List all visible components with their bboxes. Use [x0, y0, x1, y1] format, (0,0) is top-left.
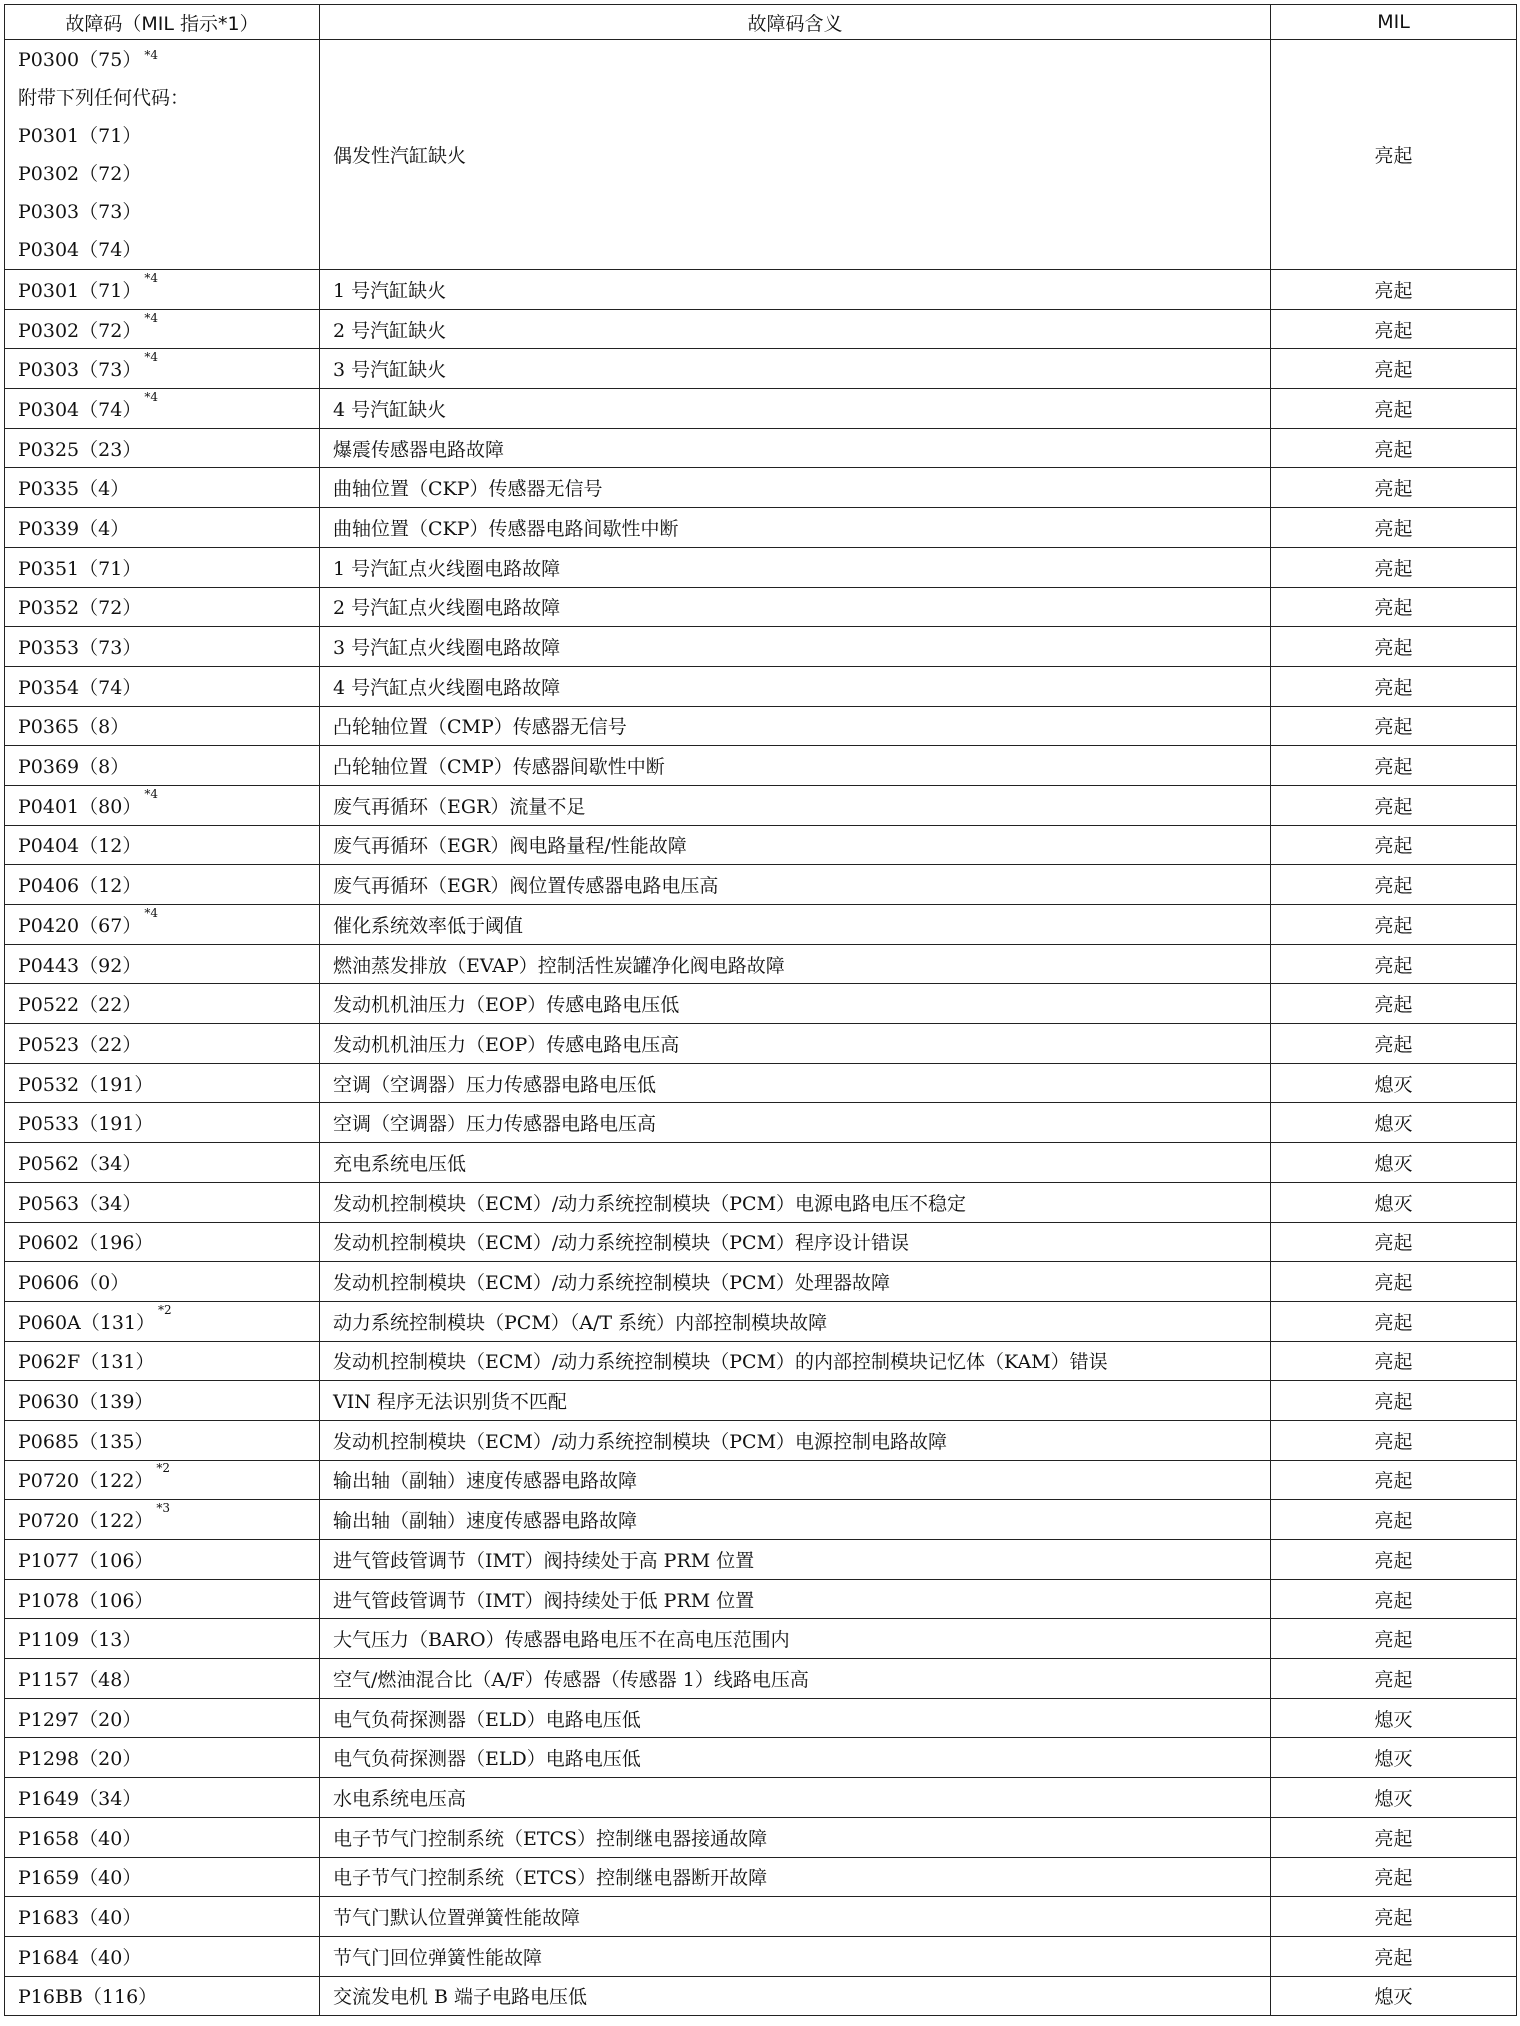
meaning-cell: 偶发性汽缸缺火: [320, 40, 1271, 270]
code-cell: [5, 1262, 320, 1302]
mil-cell: 亮起: [1271, 865, 1517, 905]
code-cell: [5, 1817, 320, 1857]
mil-cell: 亮起: [1271, 1659, 1517, 1699]
meaning-cell: 1 号汽缸缺火: [320, 270, 1271, 310]
code-cell: [5, 1936, 320, 1976]
table-row: [5, 1778, 1517, 1818]
meaning-cell: 1 号汽缸点火线圈电路故障: [320, 547, 1271, 587]
dtc-code: P0685（135）: [18, 1430, 154, 1453]
code-cell: [5, 944, 320, 984]
code-cell: [5, 508, 320, 548]
mil-cell: 亮起: [1271, 1024, 1517, 1064]
footnote-mark: *4: [144, 786, 158, 801]
dtc-code: P0562（34）: [18, 1152, 142, 1175]
meaning-cell: 水电系统电压高: [320, 1778, 1271, 1818]
table-row: [5, 627, 1517, 667]
code-cell: [5, 309, 320, 349]
mil-cell: 亮起: [1271, 627, 1517, 667]
code-cell: [5, 1143, 320, 1183]
code-cell: [5, 905, 320, 945]
table-row: [5, 547, 1517, 587]
dtc-code: P0532（191）: [18, 1073, 154, 1096]
extra-line: P0303（73）: [18, 200, 142, 223]
footnote-mark: *4: [144, 270, 158, 285]
dtc-code: P0630（139）: [18, 1391, 154, 1414]
table-row: [5, 706, 1517, 746]
table-row: [5, 309, 1517, 349]
table-row: [5, 785, 1517, 825]
dtc-code: P1078（106）: [18, 1589, 154, 1612]
table-row: [5, 1936, 1517, 1976]
dtc-code: P0325（23）: [18, 438, 142, 461]
mil-cell: 亮起: [1271, 389, 1517, 429]
mil-cell: 亮起: [1271, 547, 1517, 587]
mil-cell: 亮起: [1271, 1420, 1517, 1460]
code-cell: [5, 547, 320, 587]
mil-cell: 亮起: [1271, 825, 1517, 865]
code-cell: [5, 1540, 320, 1580]
dtc-code: P0301（71）: [18, 279, 142, 302]
dtc-code: P0420（67）: [18, 914, 142, 937]
header-code: 故障码（MIL 指示*1）: [5, 5, 320, 40]
mil-cell: 亮起: [1271, 1262, 1517, 1302]
mil-cell: 亮起: [1271, 1817, 1517, 1857]
code-cell: [5, 1659, 320, 1699]
mil-cell: 亮起: [1271, 1341, 1517, 1381]
mil-cell: 亮起: [1271, 428, 1517, 468]
code-cell: [5, 627, 320, 667]
code-cell: [5, 865, 320, 905]
mil-cell: 亮起: [1271, 785, 1517, 825]
code-cell: [5, 746, 320, 786]
table-row: [5, 944, 1517, 984]
table-row: [5, 1262, 1517, 1302]
meaning-cell: 发动机控制模块（ECM）/动力系统控制模块（PCM）的内部控制模块记忆体（KAM）错误: [320, 1341, 1271, 1381]
table-row: [5, 1182, 1517, 1222]
table-row: [5, 1976, 1517, 2016]
footnote-mark: *2: [156, 1461, 171, 1476]
footnote-mark: *4: [144, 310, 158, 325]
mil-cell: 亮起: [1271, 1857, 1517, 1897]
table-row: [5, 1738, 1517, 1778]
table-row: [5, 1143, 1517, 1183]
dtc-code: P0533（191）: [18, 1113, 154, 1136]
code-cell: [5, 1738, 320, 1778]
code-cell: [5, 1619, 320, 1659]
meaning-cell: 废气再循环（EGR）流量不足: [320, 785, 1271, 825]
code-cell: [5, 1778, 320, 1818]
meaning-cell: 进气管歧管调节（IMT）阀持续处于高 PRM 位置: [320, 1540, 1271, 1580]
meaning-cell: 空调（空调器）压力传感器电路电压高: [320, 1103, 1271, 1143]
table-row: [5, 349, 1517, 389]
mil-cell: 亮起: [1271, 905, 1517, 945]
mil-cell: 熄灭: [1271, 1738, 1517, 1778]
footnote-mark: *4: [144, 350, 158, 365]
table-row: [5, 1897, 1517, 1937]
meaning-cell: 4 号汽缸缺火: [320, 389, 1271, 429]
code-cell: [5, 666, 320, 706]
mil-cell: 熄灭: [1271, 1778, 1517, 1818]
meaning-cell: 电气负荷探测器（ELD）电路电压低: [320, 1698, 1271, 1738]
code-cell: [5, 1460, 320, 1500]
table-row: [5, 1460, 1517, 1500]
table-row: [5, 1619, 1517, 1659]
meaning-cell: 3 号汽缸缺火: [320, 349, 1271, 389]
dtc-code: P0354（74）: [18, 676, 142, 699]
dtc-code: P1077（106）: [18, 1549, 154, 1572]
meaning-cell: 输出轴（副轴）速度传感器电路故障: [320, 1500, 1271, 1540]
meaning-cell: 节气门回位弹簧性能故障: [320, 1936, 1271, 1976]
mil-cell: 亮起: [1271, 666, 1517, 706]
code-cell: [5, 428, 320, 468]
dtc-code: P0335（4）: [18, 478, 130, 501]
code-cell: [5, 1381, 320, 1421]
extra-line: P0302（72）: [18, 162, 142, 185]
dtc-code: P0563（34）: [18, 1192, 142, 1215]
dtc-code: P0720（122）: [18, 1510, 154, 1533]
code-cell: [5, 984, 320, 1024]
table-row: [5, 587, 1517, 627]
table-row: [5, 1500, 1517, 1540]
table-row: [5, 428, 1517, 468]
table-row: [5, 508, 1517, 548]
dtc-code: P0303（73）: [18, 359, 142, 382]
meaning-cell: 节气门默认位置弹簧性能故障: [320, 1897, 1271, 1937]
table-row: [5, 1420, 1517, 1460]
table-row: [5, 865, 1517, 905]
table-row: [5, 1698, 1517, 1738]
dtc-code: P0522（22）: [18, 994, 142, 1017]
table-row: [5, 666, 1517, 706]
meaning-cell: 电子节气门控制系统（ETCS）控制继电器断开故障: [320, 1857, 1271, 1897]
mil-cell: 熄灭: [1271, 1698, 1517, 1738]
meaning-cell: 发动机控制模块（ECM）/动力系统控制模块（PCM）处理器故障: [320, 1262, 1271, 1302]
dtc-code: P0523（22）: [18, 1033, 142, 1056]
dtc-code: P0351（71）: [18, 557, 142, 580]
table-row: [5, 1659, 1517, 1699]
dtc-code: P0401（80）: [18, 795, 142, 818]
code-cell: [5, 389, 320, 429]
mil-cell: 亮起: [1271, 1460, 1517, 1500]
meaning-cell: 交流发电机 B 端子电路电压低: [320, 1976, 1271, 2016]
dtc-code: P0302（72）: [18, 319, 142, 342]
header-mil: MIL: [1271, 5, 1517, 40]
dtc-code: P0406（12）: [18, 875, 142, 898]
mil-cell: 亮起: [1271, 1500, 1517, 1540]
code-cell: [5, 1341, 320, 1381]
table-row: [5, 1540, 1517, 1580]
extra-line: P0304（74）: [18, 238, 142, 261]
mil-cell: 亮起: [1271, 587, 1517, 627]
code-cell: [5, 270, 320, 310]
mil-cell: 亮起: [1271, 1936, 1517, 1976]
mil-cell: 亮起: [1271, 1222, 1517, 1262]
meaning-cell: 2 号汽缸点火线圈电路故障: [320, 587, 1271, 627]
dtc-code: P0404（12）: [18, 835, 142, 858]
dtc-table: [4, 4, 1517, 2016]
meaning-cell: 发动机控制模块（ECM）/动力系统控制模块（PCM）程序设计错误: [320, 1222, 1271, 1262]
meaning-cell: 充电系统电压低: [320, 1143, 1271, 1183]
table-row: [5, 1579, 1517, 1619]
table-row: [5, 746, 1517, 786]
mil-cell: 亮起: [1271, 1897, 1517, 1937]
footnote-mark: *4: [144, 389, 158, 404]
dtc-code: P1649（34）: [18, 1787, 142, 1810]
code-cell: [5, 1897, 320, 1937]
code-cell: [5, 1301, 320, 1341]
mil-cell: 熄灭: [1271, 1143, 1517, 1183]
code-cell: [5, 1500, 320, 1540]
mil-cell: 熄灭: [1271, 1976, 1517, 2016]
table-row: [5, 984, 1517, 1024]
dtc-code: P060A（131）: [18, 1311, 156, 1334]
table-row: [5, 1301, 1517, 1341]
table-row: [5, 1817, 1517, 1857]
code-cell: [5, 1182, 320, 1222]
mil-cell: 亮起: [1271, 270, 1517, 310]
dtc-code: P1157（48）: [18, 1668, 142, 1691]
mil-cell: 亮起: [1271, 1619, 1517, 1659]
meaning-cell: 动力系统控制模块（PCM）（A/T 系统）内部控制模块故障: [320, 1301, 1271, 1341]
dtc-code: P0304（74）: [18, 398, 142, 421]
dtc-code: P1109（13）: [18, 1629, 142, 1652]
table-row: [5, 1222, 1517, 1262]
meaning-cell: 爆震传感器电路故障: [320, 428, 1271, 468]
meaning-cell: 燃油蒸发排放（EVAP）控制活性炭罐净化阀电路故障: [320, 944, 1271, 984]
table-row: [5, 1341, 1517, 1381]
mil-cell: 亮起: [1271, 1301, 1517, 1341]
code-cell: [5, 1063, 320, 1103]
extra-line: 附带下列任何代码：: [18, 86, 190, 109]
table-row: [5, 905, 1517, 945]
meaning-cell: 发动机机油压力（EOP）传感电路电压低: [320, 984, 1271, 1024]
mil-cell: 亮起: [1271, 1381, 1517, 1421]
dtc-code: P1659（40）: [18, 1867, 142, 1890]
code-cell: [5, 1857, 320, 1897]
mil-cell: 亮起: [1271, 40, 1517, 270]
dtc-code: P062F（131）: [18, 1351, 155, 1374]
extra-line: P0301（71）: [18, 124, 142, 147]
code-cell: [5, 1222, 320, 1262]
code-cell: [5, 1024, 320, 1064]
meaning-cell: 凸轮轴位置（CMP）传感器间歇性中断: [320, 746, 1271, 786]
meaning-cell: 电气负荷探测器（ELD）电路电压低: [320, 1738, 1271, 1778]
table-row: [5, 270, 1517, 310]
meaning-cell: 3 号汽缸点火线圈电路故障: [320, 627, 1271, 667]
dtc-code: P0602（196）: [18, 1232, 154, 1255]
table-header-row: [5, 5, 1517, 40]
dtc-code: P0443（92）: [18, 954, 142, 977]
mil-cell: 亮起: [1271, 706, 1517, 746]
code-cell: [5, 40, 320, 270]
dtc-code: P0606（0）: [18, 1272, 130, 1295]
mil-cell: 亮起: [1271, 984, 1517, 1024]
dtc-code: P16BB（116）: [18, 1986, 158, 2009]
code-cell: [5, 587, 320, 627]
meaning-cell: 输出轴（副轴）速度传感器电路故障: [320, 1460, 1271, 1500]
footnote-mark: *4: [144, 47, 158, 62]
table-row: [5, 1381, 1517, 1421]
dtc-code: P1298（20）: [18, 1748, 142, 1771]
meaning-cell: 催化系统效率低于阈值: [320, 905, 1271, 945]
meaning-cell: 发动机控制模块（ECM）/动力系统控制模块（PCM）电源控制电路故障: [320, 1420, 1271, 1460]
meaning-cell: 废气再循环（EGR）阀位置传感器电路电压高: [320, 865, 1271, 905]
footnote-mark: *2: [158, 1302, 172, 1317]
dtc-code: P1683（40）: [18, 1907, 142, 1930]
meaning-cell: 发动机机油压力（EOP）传感电路电压高: [320, 1024, 1271, 1064]
meaning-cell: 电子节气门控制系统（ETCS）控制继电器接通故障: [320, 1817, 1271, 1857]
dtc-code: P1297（20）: [18, 1708, 142, 1731]
code-cell: [5, 1420, 320, 1460]
meaning-cell: 凸轮轴位置（CMP）传感器无信号: [320, 706, 1271, 746]
mil-cell: 熄灭: [1271, 1063, 1517, 1103]
meaning-cell: 空气/燃油混合比（A/F）传感器（传感器 1）线路电压高: [320, 1659, 1271, 1699]
mil-cell: 熄灭: [1271, 1103, 1517, 1143]
code-cell: [5, 1698, 320, 1738]
mil-cell: 亮起: [1271, 1579, 1517, 1619]
table-row: [5, 468, 1517, 508]
table-row: [5, 1103, 1517, 1143]
meaning-cell: VIN 程序无法识别货不匹配: [320, 1381, 1271, 1421]
code-cell: [5, 825, 320, 865]
table-row: [5, 389, 1517, 429]
table-row: [5, 1063, 1517, 1103]
code-cell: [5, 706, 320, 746]
meaning-cell: 2 号汽缸缺火: [320, 309, 1271, 349]
table-row: [5, 1857, 1517, 1897]
meaning-cell: 大气压力（BARO）传感器电路电压不在高电压范围内: [320, 1619, 1271, 1659]
footnote-mark: *3: [156, 1501, 171, 1516]
dtc-code: P1658（40）: [18, 1827, 142, 1850]
dtc-code: P0369（8）: [18, 756, 130, 779]
header-meaning: 故障码含义: [320, 5, 1271, 40]
meaning-cell: 发动机控制模块（ECM）/动力系统控制模块（PCM）电源电路电压不稳定: [320, 1182, 1271, 1222]
dtc-code: P0720（122）: [18, 1470, 154, 1493]
code-cell: [5, 349, 320, 389]
dtc-code: P0300（75）: [18, 48, 142, 71]
code-cell: [5, 1103, 320, 1143]
meaning-cell: 4 号汽缸点火线圈电路故障: [320, 666, 1271, 706]
dtc-code: P0365（8）: [18, 716, 130, 739]
table-row: [5, 1024, 1517, 1064]
mil-cell: 亮起: [1271, 309, 1517, 349]
mil-cell: 亮起: [1271, 944, 1517, 984]
mil-cell: 熄灭: [1271, 1182, 1517, 1222]
footnote-mark: *4: [144, 905, 158, 920]
code-cell: [5, 468, 320, 508]
mil-cell: 亮起: [1271, 746, 1517, 786]
dtc-code: P1684（40）: [18, 1946, 142, 1969]
code-cell: [5, 1976, 320, 2016]
dtc-code: P0339（4）: [18, 517, 130, 540]
dtc-code: P0352（72）: [18, 597, 142, 620]
mil-cell: 亮起: [1271, 508, 1517, 548]
meaning-cell: 曲轴位置（CKP）传感器无信号: [320, 468, 1271, 508]
meaning-cell: 曲轴位置（CKP）传感器电路间歇性中断: [320, 508, 1271, 548]
mil-cell: 亮起: [1271, 349, 1517, 389]
meaning-cell: 废气再循环（EGR）阀电路量程/性能故障: [320, 825, 1271, 865]
mil-cell: 亮起: [1271, 1540, 1517, 1580]
meaning-cell: 进气管歧管调节（IMT）阀持续处于低 PRM 位置: [320, 1579, 1271, 1619]
meaning-cell: 空调（空调器）压力传感器电路电压低: [320, 1063, 1271, 1103]
dtc-code: P0353（73）: [18, 637, 142, 660]
table-row: [5, 825, 1517, 865]
code-cell: [5, 785, 320, 825]
table-row: [5, 40, 1517, 270]
mil-cell: 亮起: [1271, 468, 1517, 508]
code-cell: [5, 1579, 320, 1619]
